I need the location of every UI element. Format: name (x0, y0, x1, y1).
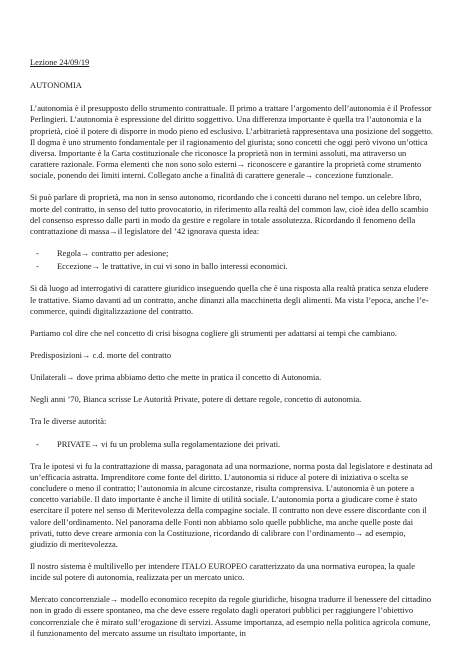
paragraph-6: Unilaterali→ dove prima abbiamo detto che mette in pratica il concetto di Autonomia. (30, 372, 322, 383)
dash-list-2 (30, 439, 434, 450)
list-item: - PRIVATE→ vi fu un problema sulla regolamentazione dei privati. (30, 439, 434, 450)
paragraph-4: Partiamo col dire che nel concetto di crisi bisogna cogliere gli strumenti per adattarsi ai tempi che cambiano. (30, 327, 397, 338)
paragraph-9: Tra le ipotesi vi fu la contrattazione di massa, paragonata ad una normazione, norma posta dal legislatore e destinata ad un’efficacia astratta. Imprenditore come fonte del diritto. L’autonomia si riduce al potere di iniziativa o scelta se concludere o meno il contratto; l’autonomia in alcune circostanze, risulta comprensiva. L’autonomia è un potere a concetto variabile. Il dato importante è anche il limite di utilità sociale. L’autonomia porta a giudicare come è stato esercitare il potere nel senso di Meritevolezza della compagine sociale. Il contratto non deve essere discordante con il valore dell’ordinamento. Nel panorama delle Fonti non abbiamo solo quelle pubbliche, ma anche quelle poste dai privati, tutto deve creare armonia con la Costituzione, ricordando di calibrare con l’ordinamento→ ad esempio, giudizio di meritevolezza. (30, 460, 433, 549)
dash-list-1 (30, 248, 434, 272)
paragraph-1: L’autonomia è il presupposto dello strumento contrattuale. Il primo a trattare l’argomento dell’autonomia è il Professor Perlingieri. L’autonomia è espressione del diritto soggettivo. Una differenza importante è quella tra l’autonomia e la proprietà, cioè il potere di disporre in modo pieno ed esclusivo. L’arbitrarietà rappresentava una posizione del soggetto. Il dogma è uno strumento fondamentale per il ragionamento del giurista; sono concetti che oggi però vivono un’ottica diversa. Importante è la Carta costituzionale che riconosce la proprietà non in termini assoluti, ma attraverso un carattere razionale. Forma elementi che non sono solo esterni→ riconoscere e garantire la proprietà come strumento sociale, ponendo dei limiti interni. Collegato anche a finalità di carattere generale→ concezione funzionale. (30, 103, 433, 181)
paragraph-5: Predisposizioni→ c.d. morte del contratto (30, 349, 172, 360)
paragraph-7: Negli anni ’70, Bianca scrisse Le Autorità Private, potere di dettare regole, concetto di autonomia. (30, 394, 362, 405)
paragraph-11: Mercato concorrenziale→ modello economico recepito da regole giuridiche, bisogna tradurre il benessere del cittadino non in grado di essere spontaneo, ma che deve essere regolato dagli operatori pubblici per raggiungere l’obiettivo concorrenziale che è mirato sull’erogazione di servizi. Assume importanza, ad esempio nella politica agricola comune, il funzionamento del mercato assume un risultato importante, in (30, 594, 432, 638)
list-item: - Regola→ contratto per adesione; (30, 248, 434, 259)
paragraph-8: Tra le diverse autorità: (30, 416, 107, 427)
paragraph-3: Si dà luogo ad interrogativi di carattere giuridico inseguendo quella che è una risposta alla realtà pratica senza eludere le trattative. Siamo davanti ad un contratto, anche dinanzi alla macchinetta degli alimenti. Ma vista l’epoca, anche l’e-commerce, quindi digitalizzazione del contratto. (30, 283, 429, 316)
section-heading: AUTONOMIA (30, 80, 82, 91)
paragraph-10: Il nostro sistema è multilivello per intendere ITALO EUROPEO caratterizzato da una normativa europea, la quale incide sul potere di autonomia, realizzata per un mercato unico. (30, 561, 415, 583)
list-item: - Eccezione→ le trattative, in cui vi sono in ballo interessi economici. (30, 261, 434, 272)
lesson-date-title: Lezione 24/09/19 (30, 57, 90, 67)
paragraph-2: Si può parlare di proprietà, ma non in senso autonomo, ricordando che i concetti durano nel tempo. un celebre libro, morte del contratto, in senso del tutto provocatorio, in riferimento alla realtà del common law, cioè idea dello scambio del consenso espresso dalle parti in modo da gestire e regolare in totale assolutezza. Ricordando il fenomeno della contrattazione di massa→il legislatore del ’42 ignorava questa idea: (30, 192, 429, 236)
